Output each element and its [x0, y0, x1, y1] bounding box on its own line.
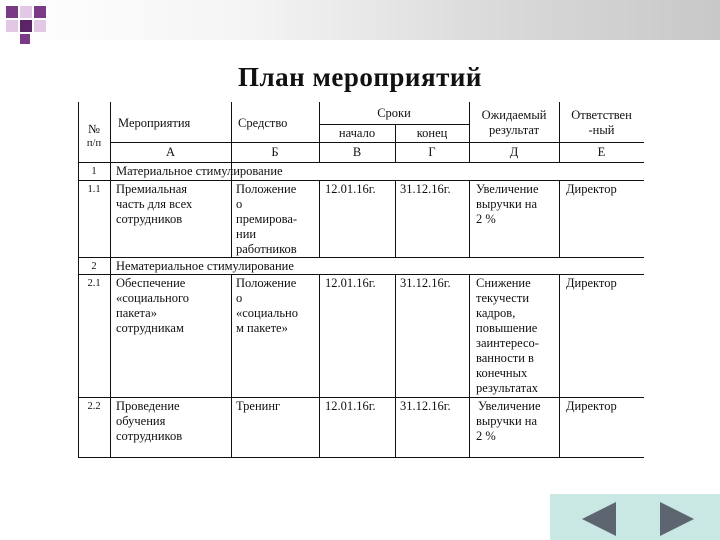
table-col-divider — [559, 180, 560, 257]
row-start-date: 12.01.16г. — [325, 182, 376, 196]
arrow-right-icon[interactable] — [660, 502, 694, 536]
table-row-divider — [110, 142, 644, 143]
header-means: Средство — [238, 116, 288, 130]
section-title: Нематериальное стимулирование — [116, 259, 294, 273]
row-responsible: Директор — [566, 182, 617, 196]
header-terms: Сроки — [377, 106, 411, 120]
table-row-divider — [78, 257, 644, 258]
table-col-divider — [395, 274, 396, 458]
table-row-divider — [78, 397, 644, 398]
decor-square — [6, 20, 18, 32]
table-row-divider — [319, 124, 469, 125]
header-number-sub: п/п — [86, 138, 102, 149]
row-event-line: «социального — [116, 291, 190, 305]
row-end-date: 31.12.16г. — [400, 399, 451, 413]
decor-square — [34, 20, 46, 32]
row-responsible: Директор — [566, 276, 617, 290]
header-start: начало — [338, 126, 376, 140]
header-events: Мероприятия — [118, 116, 191, 130]
row-result-line: текучести — [476, 291, 530, 305]
column-letter: Д — [509, 145, 519, 159]
slide-title: План мероприятий — [238, 62, 482, 92]
row-result-line: кадров, — [476, 306, 516, 320]
row-result-line: 2 % — [476, 429, 496, 443]
decor-square — [20, 20, 32, 32]
row-result-line: результатах — [476, 381, 539, 395]
column-letter: Е — [597, 145, 606, 159]
table-col-divider — [319, 180, 320, 257]
row-result-line: конечных — [476, 366, 528, 380]
column-letter: В — [352, 145, 362, 159]
row-means-line: работников — [236, 242, 297, 256]
row-event-line: обучения — [116, 414, 166, 428]
header-gradient-bar — [0, 0, 720, 40]
row-result-line: Снижение — [476, 276, 531, 290]
row-number: 2.2 — [87, 401, 101, 412]
table-row-divider — [78, 180, 644, 181]
row-event-line: сотрудников — [116, 212, 183, 226]
row-means-line: Тренинг — [236, 399, 281, 413]
row-means-line: нии — [236, 227, 257, 241]
table-row-divider — [78, 274, 644, 275]
row-number: 1.1 — [87, 184, 101, 195]
row-start-date: 12.01.16г. — [325, 399, 376, 413]
row-result-line: 2 % — [476, 212, 496, 226]
table-col-divider — [469, 274, 470, 458]
table-col-divider — [395, 180, 396, 257]
decor-square — [20, 6, 32, 18]
section-number: 2 — [91, 261, 97, 272]
row-result-line: выручки на — [476, 414, 538, 428]
row-means-line: о — [236, 291, 243, 305]
events-plan-table — [78, 102, 644, 458]
header-responsible-sub: -ный — [588, 123, 615, 137]
row-event-line: Обеспечение — [116, 276, 186, 290]
column-letter: Г — [428, 145, 436, 159]
decor-square — [20, 34, 30, 44]
column-letter: А — [165, 145, 176, 159]
header-responsible: Ответствен — [571, 108, 632, 122]
row-result-line: повышение — [476, 321, 538, 335]
header-number: № — [88, 122, 100, 136]
row-means-line: Положение — [236, 276, 297, 290]
row-means-line: «социально — [236, 306, 298, 320]
row-number: 2.1 — [87, 278, 101, 289]
row-result-line: ванности в — [476, 351, 534, 365]
row-result-line: заинтересо- — [476, 336, 539, 350]
row-means-line: м пакете» — [236, 321, 288, 335]
row-event-line: сотрудников — [116, 429, 183, 443]
row-means-line: премирова- — [236, 212, 298, 226]
header-expected-sub: результат — [488, 123, 540, 137]
row-event-line: часть для всех — [116, 197, 193, 211]
section-number: 1 — [91, 166, 97, 177]
table-col-divider — [559, 274, 560, 458]
row-event-line: пакета» — [116, 306, 157, 320]
header-expected: Ожидаемый — [481, 108, 547, 122]
section-title: Материальное стимулирование — [116, 164, 283, 178]
row-result-line: Увеличение — [478, 399, 541, 413]
row-end-date: 31.12.16г. — [400, 276, 451, 290]
row-means-line: Положение — [236, 182, 297, 196]
row-end-date: 31.12.16г. — [400, 182, 451, 196]
decor-square — [34, 6, 46, 18]
row-event-line: Проведение — [116, 399, 180, 413]
row-start-date: 12.01.16г. — [325, 276, 376, 290]
row-event-line: Премиальная — [116, 182, 188, 196]
header-end: конец — [416, 126, 448, 140]
column-letter: Б — [271, 145, 279, 159]
row-responsible: Директор — [566, 399, 617, 413]
arrow-left-icon[interactable] — [582, 502, 616, 536]
table-col-divider — [231, 274, 232, 458]
row-event-line: сотрудникам — [116, 321, 184, 335]
slide-nav-panel — [550, 494, 720, 540]
row-result-line: Увеличение — [476, 182, 539, 196]
table-row-divider — [78, 162, 644, 163]
table-col-divider — [469, 180, 470, 257]
table-col-divider — [319, 274, 320, 458]
row-result-line: выручки на — [476, 197, 538, 211]
decor-square — [6, 6, 18, 18]
row-means-line: о — [236, 197, 243, 211]
table-border-bottom — [78, 457, 644, 458]
